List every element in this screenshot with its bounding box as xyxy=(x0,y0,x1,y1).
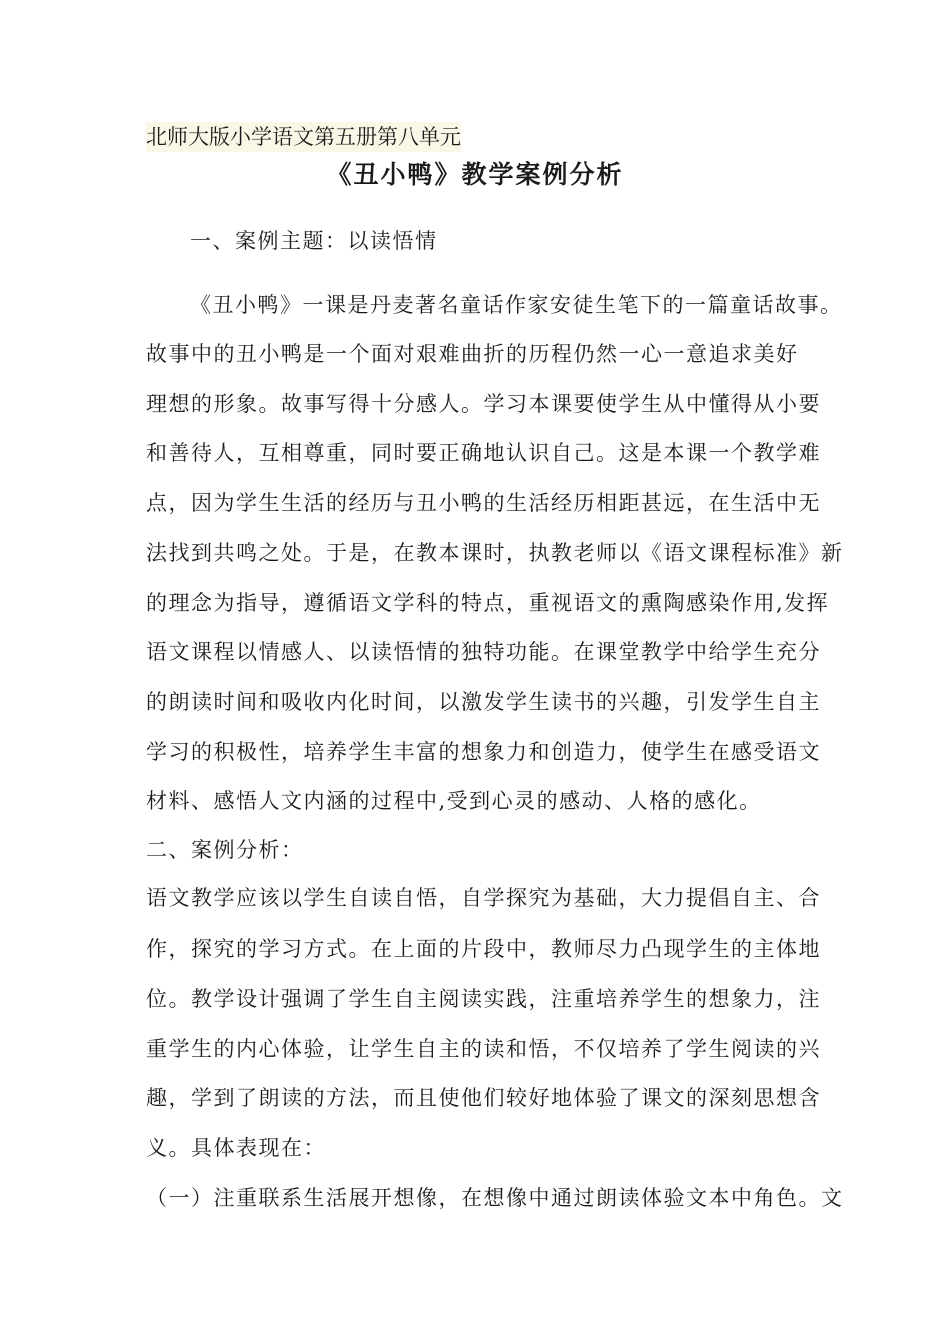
paragraph-line: 《丑小鸭》一课是丹麦著名童话作家安徒生笔下的一篇童话故事。 xyxy=(190,293,843,317)
paragraph-line: 语文教学应该以学生自读自悟，自学探究为基础，大力提倡自主、合 xyxy=(146,886,821,910)
paragraph-line: 趣，学到了朗读的方法，而且使他们较好地体验了课文的深刻思想含 xyxy=(146,1086,821,1110)
paragraph-line: 重学生的内心体验，让学生自主的读和悟，不仅培养了学生阅读的兴 xyxy=(146,1037,821,1061)
document-title: 《丑小鸭》教学案例分析 xyxy=(326,160,624,189)
paragraph-line: 故事中的丑小鸭是一个面对艰难曲折的历程仍然一心一意追求美好 xyxy=(146,342,799,366)
paragraph-line: 作，探究的学习方式。在上面的片段中，教师尽力凸现学生的主体地 xyxy=(146,937,821,961)
paragraph-line: 理想的形象。故事写得十分感人。学习本课要使学生从中懂得从小要 xyxy=(146,392,821,416)
paragraph-line: 材料、感悟人文内涵的过程中,受到心灵的感动、人格的感化。 xyxy=(146,789,762,813)
paragraph-line: 法找到共鸣之处。于是，在教本课时，执教老师以《语文课程标准》新 xyxy=(146,541,844,565)
paragraph-line: 点，因为学生生活的经历与丑小鸭的生活经历相距甚远，在生活中无 xyxy=(146,491,821,515)
paragraph-line: 位。教学设计强调了学生自主阅读实践，注重培养学生的想象力，注 xyxy=(146,987,821,1011)
paragraph-line: 的朗读时间和吸收内化时间，以激发学生读书的兴趣，引发学生自主 xyxy=(146,690,821,714)
paragraph-line: 义。具体表现在： xyxy=(146,1136,326,1160)
paragraph-line: 语文课程以情感人、以读悟情的独特功能。在课堂教学中给学生充分 xyxy=(146,640,821,664)
subsection1-heading: （一）注重联系生活展开想像，在想像中通过朗读体验文本中角色。文 xyxy=(146,1186,844,1210)
section2-heading: 二、案例分析： xyxy=(146,838,304,862)
section1-heading: 一、案例主题：以读悟情 xyxy=(190,229,438,253)
paragraph-line: 学习的积极性，培养学生丰富的想象力和创造力，使学生在感受语文 xyxy=(146,740,821,764)
unit-header: 北师大版小学语文第五册第八单元 xyxy=(146,122,461,152)
paragraph-line: 和善待人，互相尊重，同时要正确地认识自己。这是本课一个教学难 xyxy=(146,441,821,465)
paragraph-line: 的理念为指导，遵循语文学科的特点，重视语文的熏陶感染作用,发挥 xyxy=(146,591,830,615)
